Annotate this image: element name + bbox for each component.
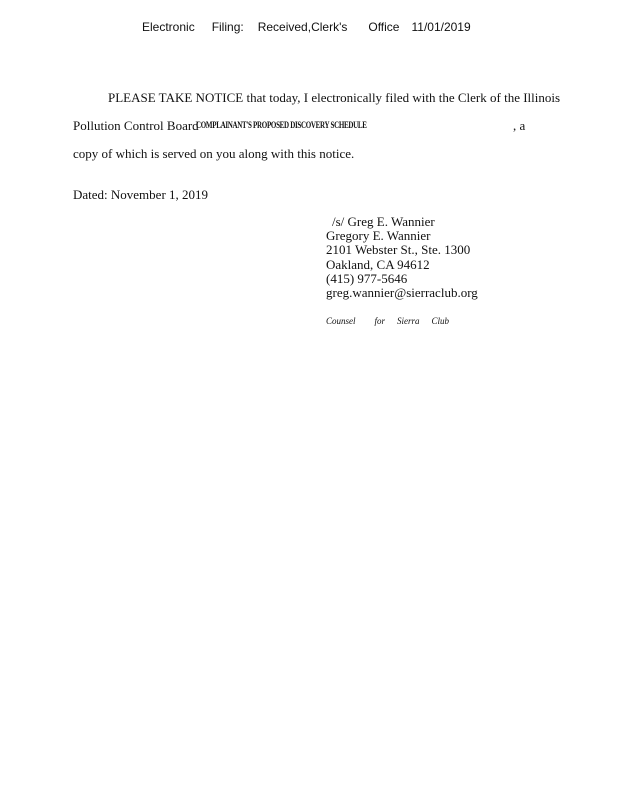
filing-stamp-word: Office xyxy=(368,20,400,34)
address-city: Oakland, CA 94612 xyxy=(326,256,430,272)
filing-stamp-word: Filing: xyxy=(211,20,244,34)
address-street: 2101 Webster St., Ste. 1300 xyxy=(326,242,471,258)
notice-line-2-start: Pollution Control Board xyxy=(73,118,199,133)
filing-stamp-date: 11/01/2019 xyxy=(411,20,471,34)
notice-line-2 xyxy=(73,118,526,134)
signer-name: Gregory E. Wannier xyxy=(326,228,431,244)
notice-line-1: PLEASE TAKE NOTICE that today, I electronically filed with the Clerk of the Illinois xyxy=(108,90,561,105)
phone-number: (415) 977-5646 xyxy=(326,270,408,286)
email-address: greg.wannier@sierraclub.org xyxy=(326,285,478,301)
signature-line: /s/ Greg E. Wannier xyxy=(332,214,435,229)
counsel-word: Sierra xyxy=(397,316,420,326)
counsel-word: Counsel xyxy=(326,316,356,326)
filing-stamp xyxy=(142,20,471,34)
notice-line-3: copy of which is served on you along with this notice. xyxy=(73,146,355,161)
signature-block xyxy=(326,215,478,300)
dated-line: Dated: November 1, 2019 xyxy=(73,187,209,202)
notice-line-2-end: , a xyxy=(513,118,526,133)
counsel-word: Club xyxy=(431,316,450,326)
filing-stamp-word: Electronic xyxy=(142,20,195,34)
document-title: COMPLAINANT'S PROPOSED DISCOVERY SCHEDULE xyxy=(196,120,367,130)
filing-stamp-word: Received,Clerk's xyxy=(257,20,348,34)
counsel-line xyxy=(326,316,449,326)
counsel-word: for xyxy=(374,316,386,326)
